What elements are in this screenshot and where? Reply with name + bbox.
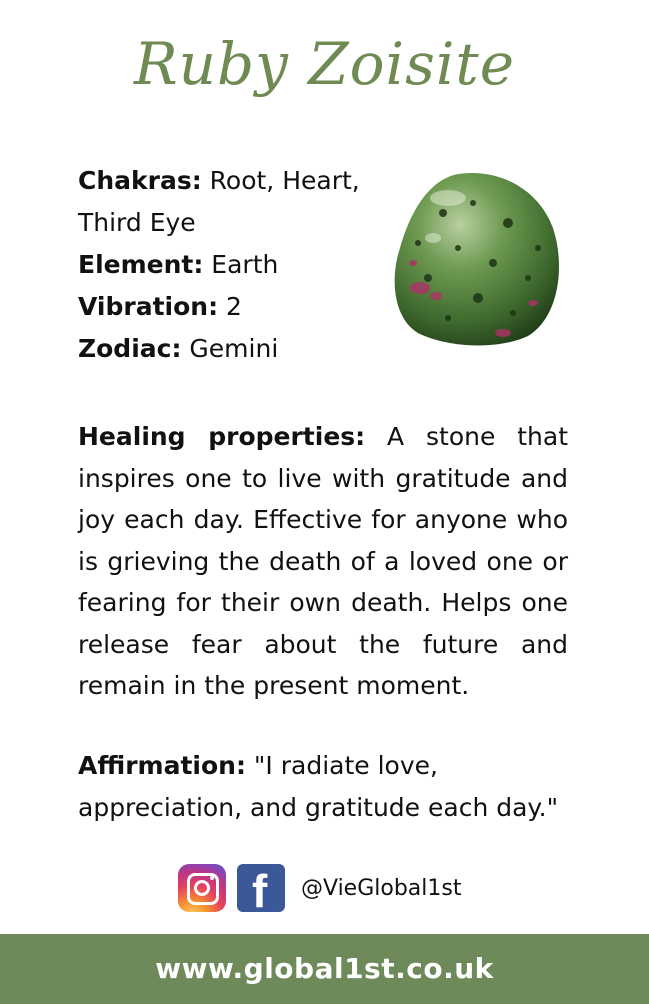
healing-text: A stone that inspires one to live with gratitude and joy each day. Effective for anyone who is grieving the death of a loved one or fearing for their own death. Helps one release fear about the future and remain in the present moment. xyxy=(78,422,569,700)
chakras-value: Root, Heart, xyxy=(201,166,360,195)
element-label: Element: xyxy=(78,250,204,279)
affirmation-text: "I radiate love, xyxy=(245,751,438,780)
zodiac-row xyxy=(78,328,378,370)
vibration-value: 2 xyxy=(218,292,242,321)
zodiac-value: Gemini xyxy=(181,334,279,363)
healing-label: Healing properties: xyxy=(78,422,366,451)
stone-attributes xyxy=(78,160,378,370)
element-row xyxy=(78,244,378,286)
affirmation-text-cont: appreciation, and gratitude each day." xyxy=(78,792,559,822)
social-links xyxy=(178,864,461,912)
affirmation-label: Affirmation: xyxy=(78,751,246,780)
chakras-row xyxy=(78,160,378,244)
facebook-icon[interactable] xyxy=(237,864,285,912)
website-link[interactable]: www.global1st.co.uk xyxy=(155,952,494,985)
facebook-glyph: f xyxy=(252,865,268,912)
chakras-value-cont: Third Eye xyxy=(78,208,196,237)
ruby-zoisite-stone-image xyxy=(388,168,566,348)
affirmation xyxy=(78,745,578,828)
vibration-label: Vibration: xyxy=(78,292,219,321)
chakras-label: Chakras: xyxy=(78,166,202,195)
element-value: Earth xyxy=(203,250,279,279)
card-title: Ruby Zoisite xyxy=(133,30,516,98)
healing-properties xyxy=(78,416,568,707)
instagram-icon[interactable] xyxy=(178,864,226,912)
vibration-row xyxy=(78,286,378,328)
zodiac-label: Zodiac: xyxy=(78,334,182,363)
social-handle[interactable]: @VieGlobal1st xyxy=(301,875,462,901)
footer-bar xyxy=(0,934,649,1004)
